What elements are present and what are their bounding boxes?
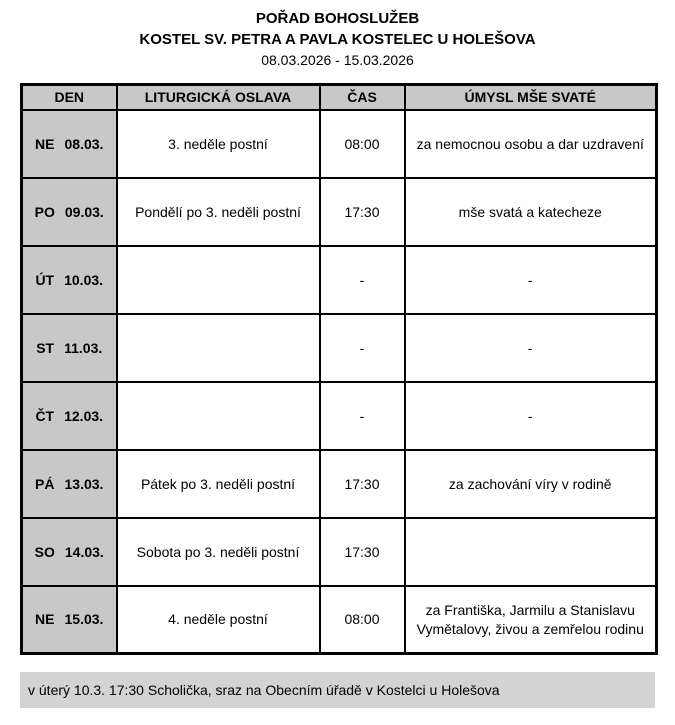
day-date: 10.03. bbox=[64, 271, 104, 288]
table-row bbox=[22, 178, 657, 246]
day-abbrev: SO bbox=[34, 543, 55, 560]
time-cell: - bbox=[320, 382, 405, 450]
day-abbrev: ÚT bbox=[35, 271, 55, 288]
celebration-cell: Pondělí po 3. neděli postní bbox=[117, 178, 320, 246]
intention-cell: - bbox=[405, 314, 657, 382]
celebration-cell: 4. neděle postní bbox=[117, 586, 320, 654]
day-cell bbox=[22, 246, 117, 314]
intention-cell: mše svatá a katecheze bbox=[405, 178, 657, 246]
time-cell: 17:30 bbox=[320, 450, 405, 518]
day-date: 08.03. bbox=[64, 135, 104, 152]
time-cell: 08:00 bbox=[320, 586, 405, 654]
celebration-cell bbox=[117, 382, 320, 450]
celebration-cell bbox=[117, 314, 320, 382]
time-cell: 17:30 bbox=[320, 178, 405, 246]
schedule-table bbox=[20, 83, 658, 655]
intention-cell: za nemocnou osobu a dar uzdravení bbox=[405, 110, 657, 178]
day-cell bbox=[22, 178, 117, 246]
table-row bbox=[22, 518, 657, 586]
day-abbrev: PO bbox=[34, 203, 55, 220]
date-range: 08.03.2026 - 15.03.2026 bbox=[261, 52, 414, 68]
day-cell bbox=[22, 314, 117, 382]
table-row bbox=[22, 586, 657, 654]
time-cell: 17:30 bbox=[320, 518, 405, 586]
time-cell: - bbox=[320, 246, 405, 314]
intention-cell: - bbox=[405, 382, 657, 450]
day-cell bbox=[22, 450, 117, 518]
day-abbrev: NE bbox=[35, 135, 55, 152]
day-date: 09.03. bbox=[64, 203, 104, 220]
table-row bbox=[22, 246, 657, 314]
column-header-day: DEN bbox=[22, 85, 117, 110]
day-date: 15.03. bbox=[64, 611, 104, 628]
church-name: KOSTEL SV. PETRA A PAVLA KOSTELEC U HOLEŠOVA bbox=[139, 31, 536, 48]
table-row bbox=[22, 450, 657, 518]
celebration-cell: Sobota po 3. neděli postní bbox=[117, 518, 320, 586]
intention-cell: - bbox=[405, 246, 657, 314]
time-cell: 08:00 bbox=[320, 110, 405, 178]
intention-cell: za Františka, Jarmilu a Stanislavu Vymětalovy, živou a zemřelou rodinu bbox=[405, 586, 657, 654]
table-row bbox=[22, 382, 657, 450]
column-header-celebration: LITURGICKÁ OSLAVA bbox=[117, 85, 320, 110]
celebration-cell bbox=[117, 246, 320, 314]
table-header-row bbox=[22, 85, 657, 110]
document-title: POŘAD BOHOSLUŽEB bbox=[255, 10, 420, 27]
column-header-intention: ÚMYSL MŠE SVATÉ bbox=[405, 85, 657, 110]
time-cell: - bbox=[320, 314, 405, 382]
day-date: 11.03. bbox=[64, 339, 103, 356]
day-date: 13.03. bbox=[64, 475, 104, 492]
day-date: 12.03. bbox=[64, 407, 104, 424]
day-date: 14.03. bbox=[64, 543, 104, 560]
day-abbrev: NE bbox=[35, 611, 55, 628]
day-cell bbox=[22, 518, 117, 586]
table-row bbox=[22, 314, 657, 382]
celebration-cell: 3. neděle postní bbox=[117, 110, 320, 178]
column-header-time: ČAS bbox=[320, 85, 405, 110]
document-header bbox=[20, 8, 655, 70]
footer-note: v úterý 10.3. 17:30 Scholička, sraz na Obecním úřadě v Kostelci u Holešova bbox=[20, 672, 655, 708]
day-cell bbox=[22, 586, 117, 654]
day-cell bbox=[22, 110, 117, 178]
intention-cell bbox=[405, 518, 657, 586]
intention-cell: za zachování víry v rodině bbox=[405, 450, 657, 518]
day-cell bbox=[22, 382, 117, 450]
day-abbrev: ST bbox=[36, 339, 55, 356]
day-abbrev: PÁ bbox=[35, 475, 55, 492]
celebration-cell: Pátek po 3. neděli postní bbox=[117, 450, 320, 518]
table-row bbox=[22, 110, 657, 178]
day-abbrev: ČT bbox=[35, 407, 55, 424]
